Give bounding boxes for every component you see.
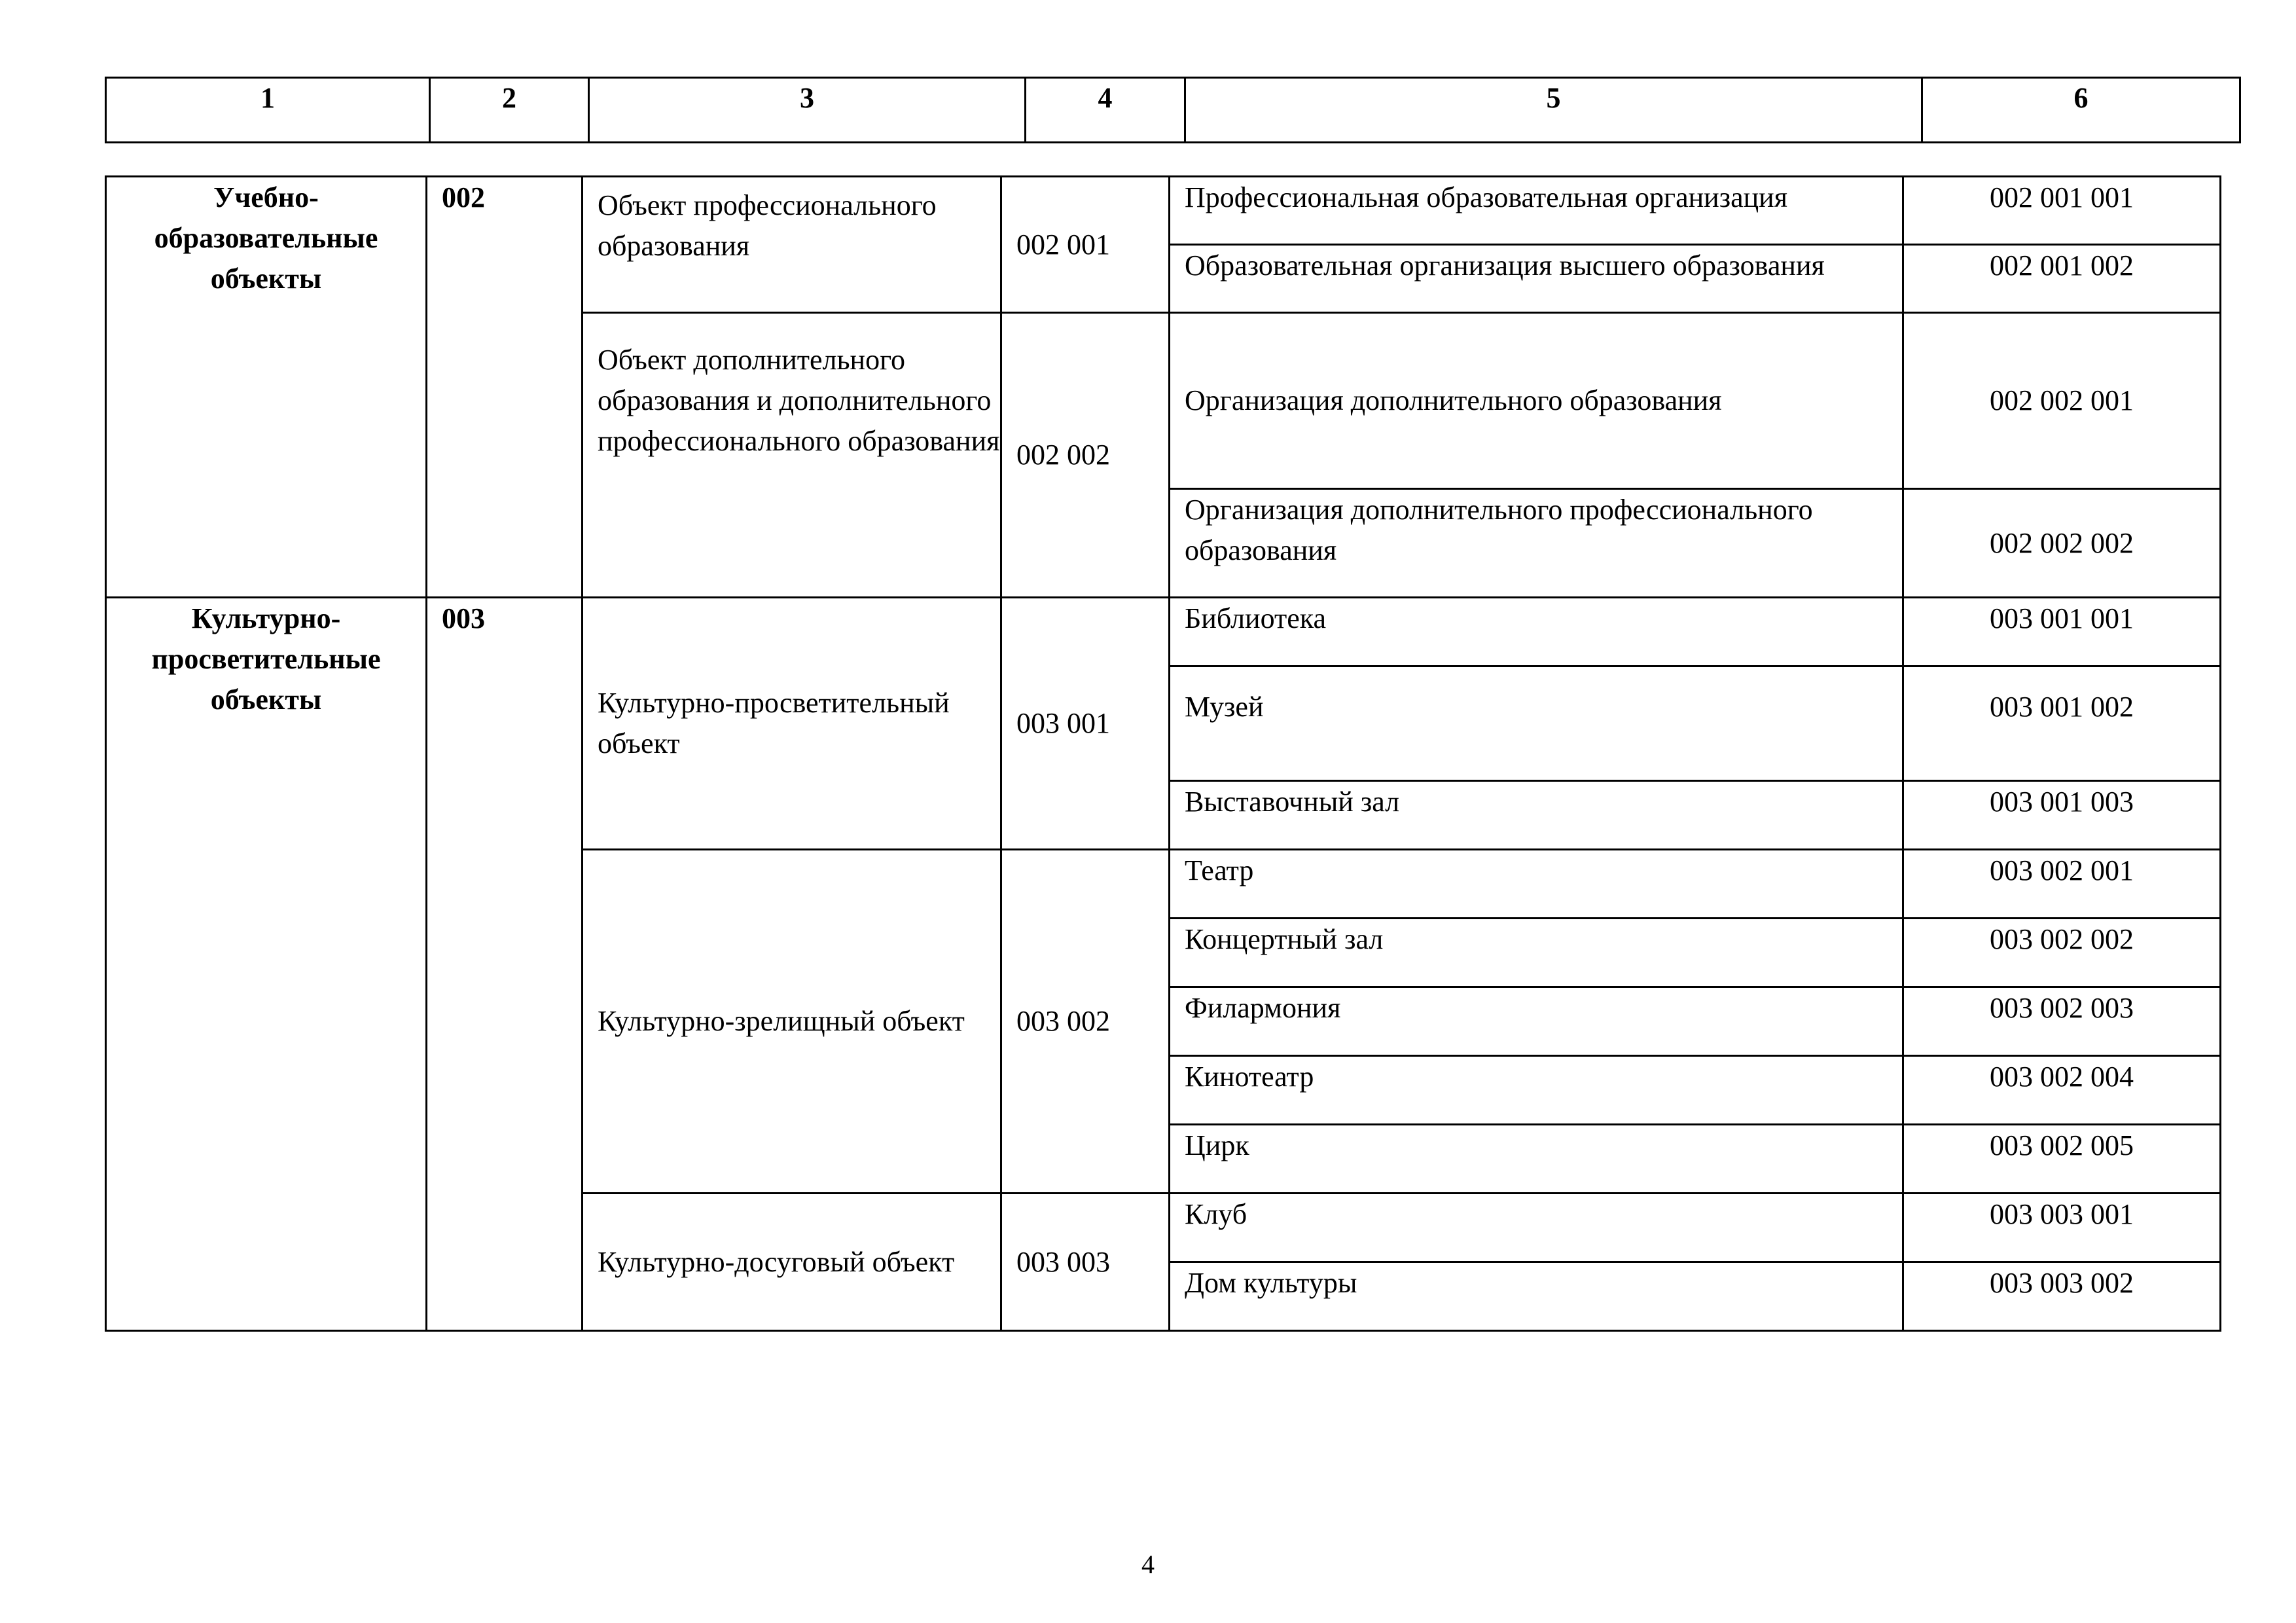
item-name: Концертный зал	[1170, 919, 1903, 987]
item-code: 003 001 001	[1903, 598, 2221, 666]
item-name: Профессиональная образовательная организация	[1170, 177, 1903, 245]
item-code: 003 002 005	[1903, 1125, 2221, 1194]
item-name: Образовательная организация высшего образования	[1170, 245, 1903, 313]
item-code: 003 002 001	[1903, 850, 2221, 919]
group-name: Культурно-просветительные объекты	[106, 598, 427, 1331]
subgroup-name: Культурно-просветительный объект	[583, 598, 1001, 850]
table-row	[106, 598, 2221, 666]
group-code: 002	[427, 177, 583, 598]
subgroup-name: Культурно-зрелищный объект	[583, 850, 1001, 1194]
subgroup-name: Культурно-досуговый объект	[583, 1194, 1001, 1331]
item-name: Клуб	[1170, 1194, 1903, 1262]
item-name: Организация дополнительного профессионального образования	[1170, 489, 1903, 598]
item-code: 003 002 002	[1903, 919, 2221, 987]
subgroup-name: Объект профессионального образования	[583, 177, 1001, 313]
item-name: Театр	[1170, 850, 1903, 919]
item-code: 002 001 001	[1903, 177, 2221, 245]
item-name: Музей	[1170, 666, 1903, 781]
classification-table	[105, 175, 2221, 1332]
item-name: Дом культуры	[1170, 1262, 1903, 1331]
item-name: Библиотека	[1170, 598, 1903, 666]
item-name: Организация дополнительного образования	[1170, 313, 1903, 489]
header-row	[106, 78, 2240, 143]
header-cell-2: 2	[430, 78, 589, 143]
subgroup-code: 002 002	[1001, 313, 1170, 598]
page-number: 4	[1141, 1550, 1155, 1579]
item-code: 003 003 001	[1903, 1194, 2221, 1262]
subgroup-code: 003 002	[1001, 850, 1170, 1194]
group-name: Учебно-образовательные объекты	[106, 177, 427, 598]
item-code: 003 001 003	[1903, 781, 2221, 850]
header-cell-1: 1	[106, 78, 430, 143]
subgroup-code: 003 001	[1001, 598, 1170, 850]
header-cell-6: 6	[1922, 78, 2240, 143]
header-cell-4: 4	[1026, 78, 1185, 143]
item-code: 003 003 002	[1903, 1262, 2221, 1331]
table-row	[106, 177, 2221, 245]
item-code: 003 002 004	[1903, 1056, 2221, 1125]
subgroup-name: Объект дополнительного образования и дополнительного профессионального образования	[583, 313, 1001, 598]
item-code: 003 001 002	[1903, 666, 2221, 781]
group-code: 003	[427, 598, 583, 1331]
item-name: Филармония	[1170, 987, 1903, 1056]
item-code: 002 002 001	[1903, 313, 2221, 489]
item-code: 002 001 002	[1903, 245, 2221, 313]
subgroup-code: 002 001	[1001, 177, 1170, 313]
header-cell-3: 3	[589, 78, 1026, 143]
item-name: Кинотеатр	[1170, 1056, 1903, 1125]
item-name: Выставочный зал	[1170, 781, 1903, 850]
header-cell-5: 5	[1185, 78, 1922, 143]
item-code: 003 002 003	[1903, 987, 2221, 1056]
item-code: 002 002 002	[1903, 489, 2221, 598]
item-name: Цирк	[1170, 1125, 1903, 1194]
subgroup-code: 003 003	[1001, 1194, 1170, 1331]
column-number-header	[105, 77, 2241, 143]
